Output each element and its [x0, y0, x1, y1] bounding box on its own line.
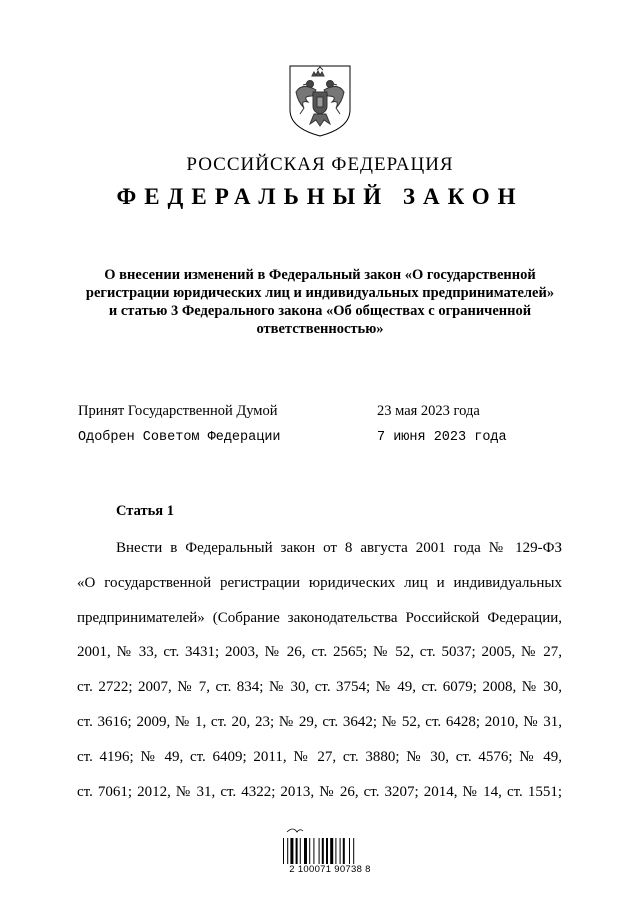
body-line: ст. 7061; 2012, № 31, ст. 4322; 2013, № 26, ст. 3207; 2014, № 14, ст. 1551;: [77, 783, 562, 800]
article-heading: Статья 1: [116, 503, 174, 519]
body-line: 2001, № 33, ст. 3431; 2003, № 26, ст. 2565; № 52, ст. 5037; 2005, № 27,: [77, 644, 562, 661]
coat-of-arms-icon: [286, 62, 354, 138]
adoption-date: 23 мая 2023 года: [377, 403, 480, 419]
document-type: ФЕДЕРАЛЬНЫЙ ЗАКОН: [116, 184, 524, 209]
body-line: ст. 2722; 2007, № 7, ст. 834; № 30, ст. 3754; № 49, ст. 6079; 2008, № 30,: [77, 679, 562, 696]
country-name: РОССИЙСКАЯ ФЕДЕРАЦИЯ: [186, 154, 454, 175]
body-line: «О государственной регистрации юридических лиц и индивидуальных: [77, 574, 562, 591]
body-line: Внести в Федеральный закон от 8 августа 2001 года № 129-ФЗ: [116, 540, 562, 556]
law-title-line: регистрации юридических лиц и индивидуальных предпринимателей»: [85, 285, 555, 301]
law-title-line: О внесении изменений в Федеральный закон «О государственной: [104, 267, 536, 283]
law-title-line: и статью 3 Федерального закона «Об обществах с ограниченной: [108, 303, 532, 319]
article-body: [77, 531, 562, 809]
body-line: ст. 3616; 2009, № 1, ст. 20, 23; № 29, ст. 3642; № 52, ст. 6428; 2010, № 31,: [77, 713, 562, 730]
signature-mark: [287, 829, 303, 832]
body-line: ст. 4196; № 49, ст. 6409; 2011, № 27, ст. 3880; № 30, ст. 4576; № 49,: [77, 748, 562, 765]
law-title: [70, 266, 570, 338]
adoption-label: Принят Государственной Думой: [78, 403, 278, 419]
law-title-line: ответственностью»: [256, 321, 384, 337]
adoption-label: Одобрен Советом Федерации: [78, 430, 281, 445]
body-line: предпринимателей» (Собрание законодательства Российской Федерации,: [77, 609, 562, 626]
barcode-number: 2 100071 90738 8: [289, 864, 371, 875]
adoption-date: 7 июня 2023 года: [377, 430, 507, 445]
